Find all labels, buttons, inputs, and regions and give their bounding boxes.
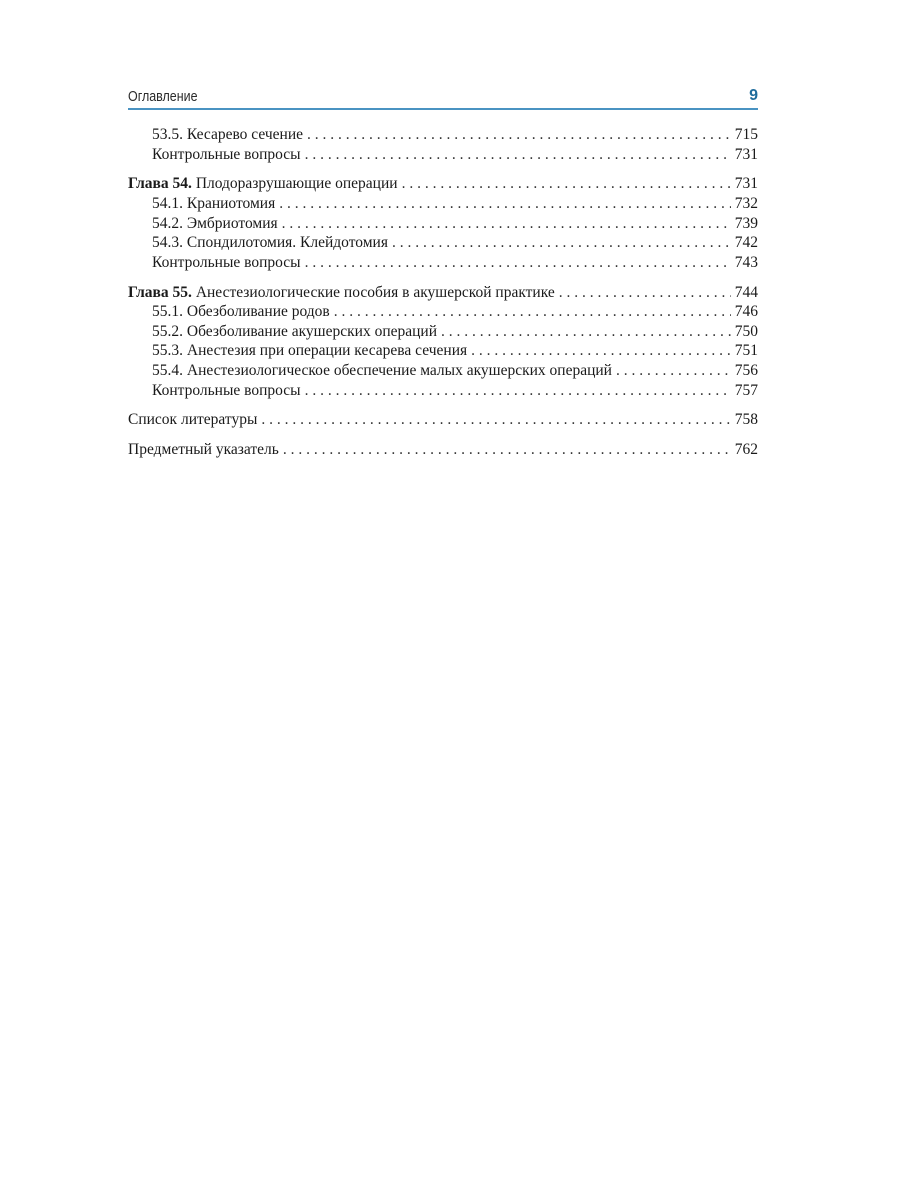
toc-entry-references[interactable]	[128, 410, 758, 430]
dot-leader	[334, 302, 731, 322]
toc-entry-page: 746	[734, 303, 758, 321]
toc-entry-page: 743	[734, 253, 758, 271]
toc-group	[128, 410, 758, 430]
toc-group	[128, 283, 758, 401]
toc-entry-title: 54.3. Спондилотомия. Клейдотомия	[152, 234, 388, 252]
toc-entry-page: 742	[734, 234, 758, 252]
toc-entry[interactable]	[128, 194, 758, 214]
toc-entry-title: Контрольные вопросы	[152, 145, 301, 163]
toc-entry-page: 732	[734, 194, 758, 212]
toc-entry[interactable]	[128, 253, 758, 273]
toc-entry-page: 762	[734, 441, 758, 459]
toc-entry-title: Список литературы	[128, 411, 258, 429]
toc-entry-page: 757	[734, 381, 758, 399]
toc-chapter-title	[128, 283, 555, 303]
dot-leader	[282, 214, 731, 234]
chapter-name: Анестезиологические пособия в акушерской практике	[195, 283, 555, 301]
toc-chapter-entry[interactable]	[128, 174, 758, 194]
toc-entry[interactable]	[128, 233, 758, 253]
toc-entry-title: Контрольные вопросы	[152, 381, 301, 399]
dot-leader	[392, 233, 731, 253]
toc-entry-title: 55.4. Анестезиологическое обеспечение малых акушерских операций	[152, 361, 612, 379]
toc-entry[interactable]	[128, 341, 758, 361]
toc-entry[interactable]	[128, 361, 758, 381]
toc-entry-page: 731	[734, 145, 758, 163]
toc-entry-page: 744	[734, 283, 758, 301]
running-head	[128, 86, 758, 108]
chapter-name: Плодоразрушающие операции	[195, 175, 398, 193]
dot-leader	[616, 361, 731, 381]
toc-entry-title: 54.1. Краниотомия	[152, 194, 276, 212]
page-number: 9	[749, 87, 758, 104]
toc-entry-page: 739	[734, 214, 758, 232]
toc-entry[interactable]	[128, 214, 758, 234]
toc-group	[128, 440, 758, 460]
dot-leader	[261, 410, 730, 430]
toc-entry[interactable]	[128, 302, 758, 322]
dot-leader	[307, 125, 731, 145]
toc-entry-title: 55.3. Анестезия при операции кесарева сечения	[152, 342, 468, 360]
toc-entry-title: Предметный указатель	[128, 441, 279, 459]
running-head-title: Оглавление	[128, 89, 198, 105]
dot-leader	[283, 440, 731, 460]
toc-chapter-title	[128, 174, 398, 194]
toc-entry[interactable]	[128, 381, 758, 401]
dot-leader	[441, 322, 731, 342]
dot-leader	[402, 174, 731, 194]
toc-entry[interactable]	[128, 322, 758, 342]
toc-group	[128, 174, 758, 272]
toc-chapter-entry[interactable]	[128, 283, 758, 303]
toc-entry-page: 731	[734, 175, 758, 193]
toc-entry[interactable]	[128, 145, 758, 165]
dot-leader	[279, 194, 731, 214]
toc-entry-title: 55.1. Обезболивание родов	[152, 303, 330, 321]
dot-leader	[559, 283, 731, 303]
toc-entry-title: 55.2. Обезболивание акушерских операций	[152, 322, 438, 340]
toc-entry[interactable]	[128, 125, 758, 145]
toc-entry-index[interactable]	[128, 440, 758, 460]
toc-entry-page: 715	[734, 126, 758, 143]
toc-entry-page: 751	[734, 342, 758, 360]
dot-leader	[305, 381, 731, 401]
toc-entry-title: 53.5. Кесарево сечение	[152, 126, 304, 143]
toc-entry-page: 756	[734, 361, 758, 379]
dot-leader	[471, 341, 731, 361]
dot-leader	[305, 253, 731, 273]
header-divider	[128, 108, 758, 110]
toc-entry-page: 758	[734, 411, 758, 429]
dot-leader	[305, 145, 731, 165]
table-of-contents	[128, 125, 758, 460]
toc-group	[128, 125, 758, 164]
toc-entry-title: Контрольные вопросы	[152, 253, 301, 271]
chapter-number: Глава 55.	[128, 283, 192, 301]
chapter-number: Глава 54.	[128, 175, 192, 193]
toc-entry-page: 750	[734, 322, 758, 340]
toc-entry-title: 54.2. Эмбриотомия	[152, 214, 278, 232]
